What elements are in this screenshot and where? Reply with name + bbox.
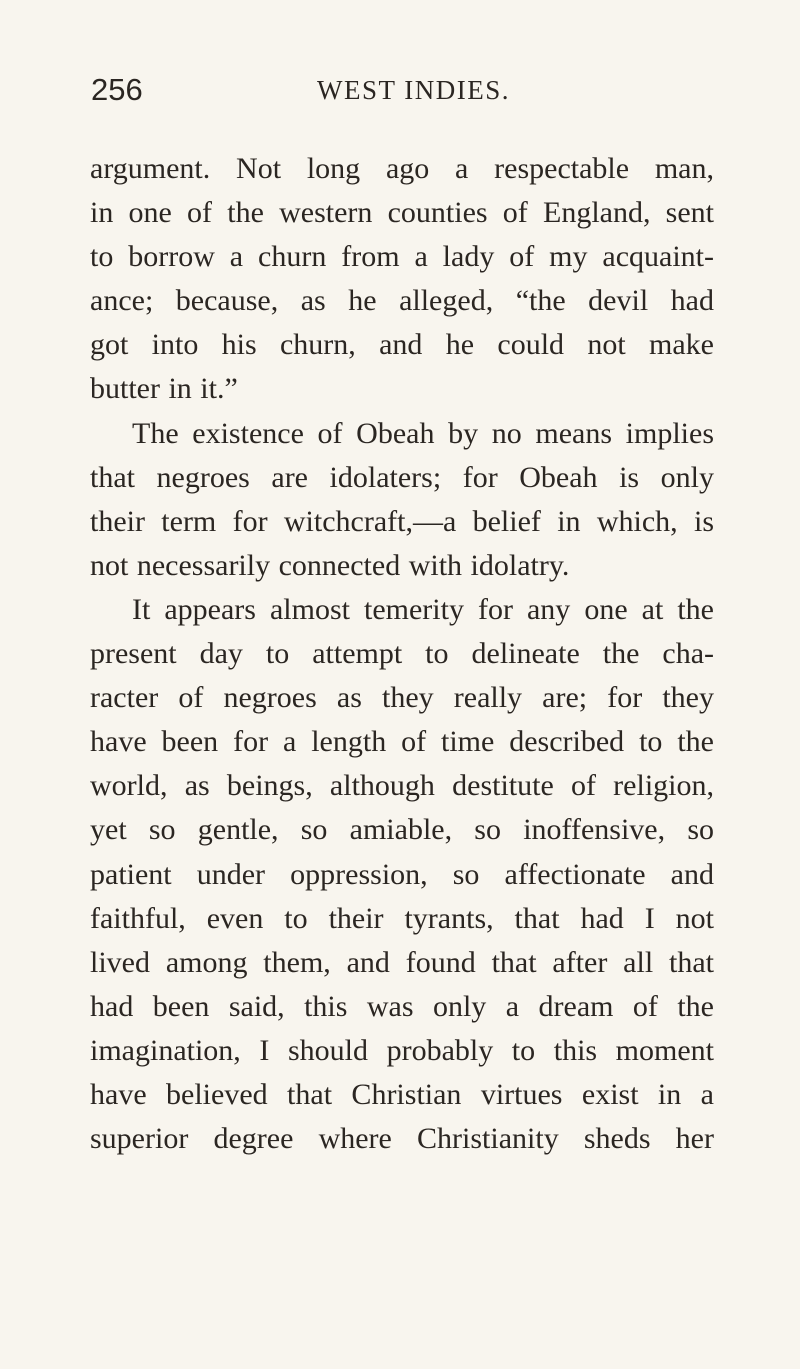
text-line: world, as beings, although destitute of religion, bbox=[90, 769, 714, 803]
text-line: superior degree where Christianity sheds her bbox=[90, 1122, 714, 1156]
text-line: ance; because, as he alleged, “the devil had bbox=[90, 284, 714, 318]
text-line: got into his churn, and he could not make bbox=[90, 328, 714, 362]
paragraph-start-line: The existence of Obeah by no means implies bbox=[132, 416, 714, 450]
text-line: their term for witchcraft,—a belief in which, is bbox=[90, 504, 714, 538]
text-line: patient under oppression, so affectionate and bbox=[90, 857, 714, 891]
running-head: WEST INDIES. bbox=[317, 75, 510, 105]
text-line: have been for a length of time described to the bbox=[90, 725, 714, 759]
paragraph-start-line: It appears almost temerity for any one at the bbox=[132, 592, 714, 626]
text-line: had been said, this was only a dream of the bbox=[90, 989, 714, 1023]
text-line: racter of negroes as they really are; for they bbox=[90, 681, 714, 715]
page-header bbox=[91, 72, 711, 112]
text-line: faithful, even to their tyrants, that had I not bbox=[90, 901, 714, 935]
text-line: to borrow a churn from a lady of my acquaint- bbox=[90, 240, 714, 274]
body-text bbox=[90, 147, 714, 1161]
text-line: yet so gentle, so amiable, so inoffensive, so bbox=[90, 813, 714, 847]
text-line: imagination, I should probably to this moment bbox=[90, 1033, 714, 1067]
text-line: that negroes are idolaters; for Obeah is only bbox=[90, 460, 714, 494]
text-line: argument. Not long ago a respectable man, bbox=[90, 152, 714, 185]
text-line: present day to attempt to delineate the cha- bbox=[90, 637, 714, 671]
text-line: butter in it.” bbox=[90, 372, 238, 406]
text-line: not necessarily connected with idolatry. bbox=[90, 548, 570, 582]
page-number: 256 bbox=[91, 72, 143, 107]
text-line: lived among them, and found that after all that bbox=[90, 945, 714, 979]
text-line: in one of the western counties of England, sent bbox=[90, 196, 714, 230]
text-line: have believed that Christian virtues exist in a bbox=[90, 1077, 714, 1111]
